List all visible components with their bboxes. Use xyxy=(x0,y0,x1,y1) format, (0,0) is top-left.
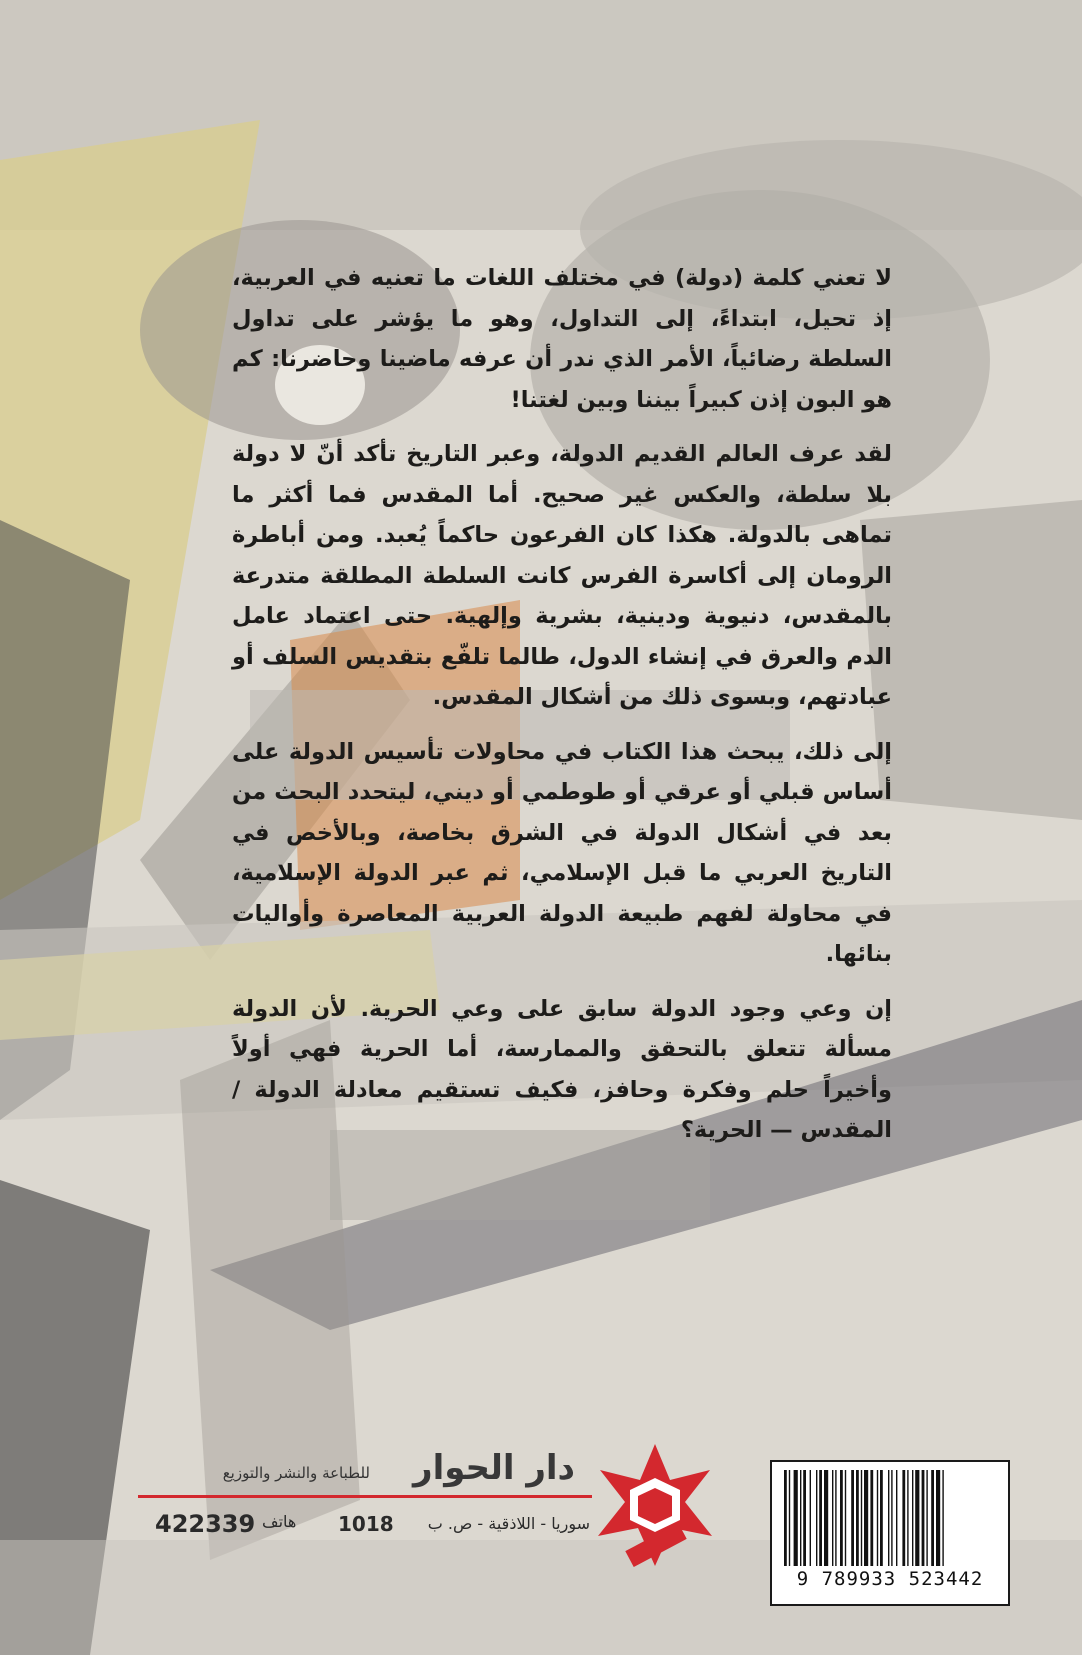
barcode-bar xyxy=(880,1470,883,1566)
barcode-bar xyxy=(912,1470,913,1566)
isbn-barcode xyxy=(770,1460,1010,1606)
publisher-phone-label: هاتف xyxy=(262,1512,297,1531)
publisher-tagline: للطباعة والنشر والتوزيع xyxy=(222,1464,370,1482)
publisher-name: دار الحوار xyxy=(413,1448,575,1488)
barcode-bar xyxy=(819,1470,822,1566)
back-cover-blurb xyxy=(232,258,892,1165)
barcode-bar xyxy=(864,1470,868,1566)
isbn-number: 9 789933 523442 xyxy=(796,1568,984,1590)
blurb-paragraph-2: لقد عرف العالم القديم الدولة، وعبر التاريخ تأكد أنّ لا دولة بلا سلطة، والعكس غير صحيح. أما المقدس فما أكثر ما تماهى بالدولة. هكذا كان الفرعون حاكماً يُعبد. ومن أباطرة الرومان إلى أكاسرة الفرس كانت السلطة المطلقة متدرعة بالمقدس، دنيوية ودينية، بشرية وإلهية. حتى اعتماد عامل الدم والعرق في إنشاء الدول، طالما تلفّع بتقديس السلف أو عبادتهم، وبسوى ذلك من أشكال المقدس. xyxy=(232,441,892,710)
barcode-bar xyxy=(835,1470,836,1566)
barcode-bar xyxy=(861,1470,862,1566)
publisher-logo-icon xyxy=(590,1440,720,1570)
barcode-bar xyxy=(832,1470,833,1566)
barcode-bar xyxy=(794,1470,798,1566)
barcode-bar xyxy=(856,1470,859,1566)
barcode-bar xyxy=(877,1470,878,1566)
blurb-paragraph-1: لا تعني كلمة (دولة) في مختلف اللغات ما تعنيه في العربية، إذ تحيل، ابتداءً، إلى التداول، وهو ما يؤشر على تداول السلطة رضائياً، الأمر الذي ندر أن عرفه ماضينا وحاضرنا: كم هو البون إذن كبيراً بيننا وبين لغتنا! xyxy=(232,265,892,413)
barcode-bar xyxy=(936,1470,940,1566)
barcode-bar xyxy=(942,1470,943,1566)
publisher-address: سوريا - اللاذقية - ص. ب xyxy=(427,1514,590,1533)
barcode-bar xyxy=(800,1470,801,1566)
barcode-bar xyxy=(851,1470,854,1566)
publisher-contact xyxy=(150,1510,590,1544)
barcode-bar xyxy=(915,1470,919,1566)
barcode-bar xyxy=(784,1470,787,1566)
barcode-bar xyxy=(888,1470,889,1566)
barcode-bar xyxy=(907,1470,908,1566)
publisher-po-box: 1018 xyxy=(338,1512,394,1536)
blurb-paragraph-3: إلى ذلك، يبحث هذا الكتاب في محاولات تأسيس الدولة على أساس قبلي أو عرقي أو طوطمي أو ديني، ليتحدد البحث من بعد في أشكال الدولة في الشرق بخاصة، وبالأخص في التاريخ العربي ما قبل الإسلامي، ثم عبر الدولة الإسلامية، في محاولة لفهم طبيعة الدولة العربية المعاصرة وأواليات بنائها. xyxy=(232,738,892,967)
barcode-bar xyxy=(840,1470,843,1566)
barcode-bar xyxy=(810,1470,811,1566)
barcode-bar xyxy=(803,1470,806,1566)
barcode-bar xyxy=(891,1470,892,1566)
barcode-bar xyxy=(824,1470,828,1566)
barcode-bar xyxy=(902,1470,905,1566)
barcode-bar xyxy=(896,1470,897,1566)
barcode-bar xyxy=(926,1470,927,1566)
barcode-bar xyxy=(816,1470,817,1566)
barcode-bar xyxy=(789,1470,790,1566)
publisher-phone: 422339 xyxy=(155,1510,256,1538)
barcode-bar xyxy=(931,1470,934,1566)
barcode-bar xyxy=(922,1470,925,1566)
publisher-divider xyxy=(138,1495,592,1498)
blurb-paragraph-4: إن وعي وجود الدولة سابق على وعي الحرية. لأن الدولة مسألة تتعلق بالتحقق والممارسة، أما الحرية فهي أولاً وأخيراً حلم وفكرة وحافز، فكيف تستقيم معادلة الدولة / المقدس — الحرية؟ xyxy=(232,995,892,1143)
barcode-icon xyxy=(780,1470,1000,1566)
barcode-bar xyxy=(845,1470,846,1566)
barcode-bar xyxy=(870,1470,873,1566)
